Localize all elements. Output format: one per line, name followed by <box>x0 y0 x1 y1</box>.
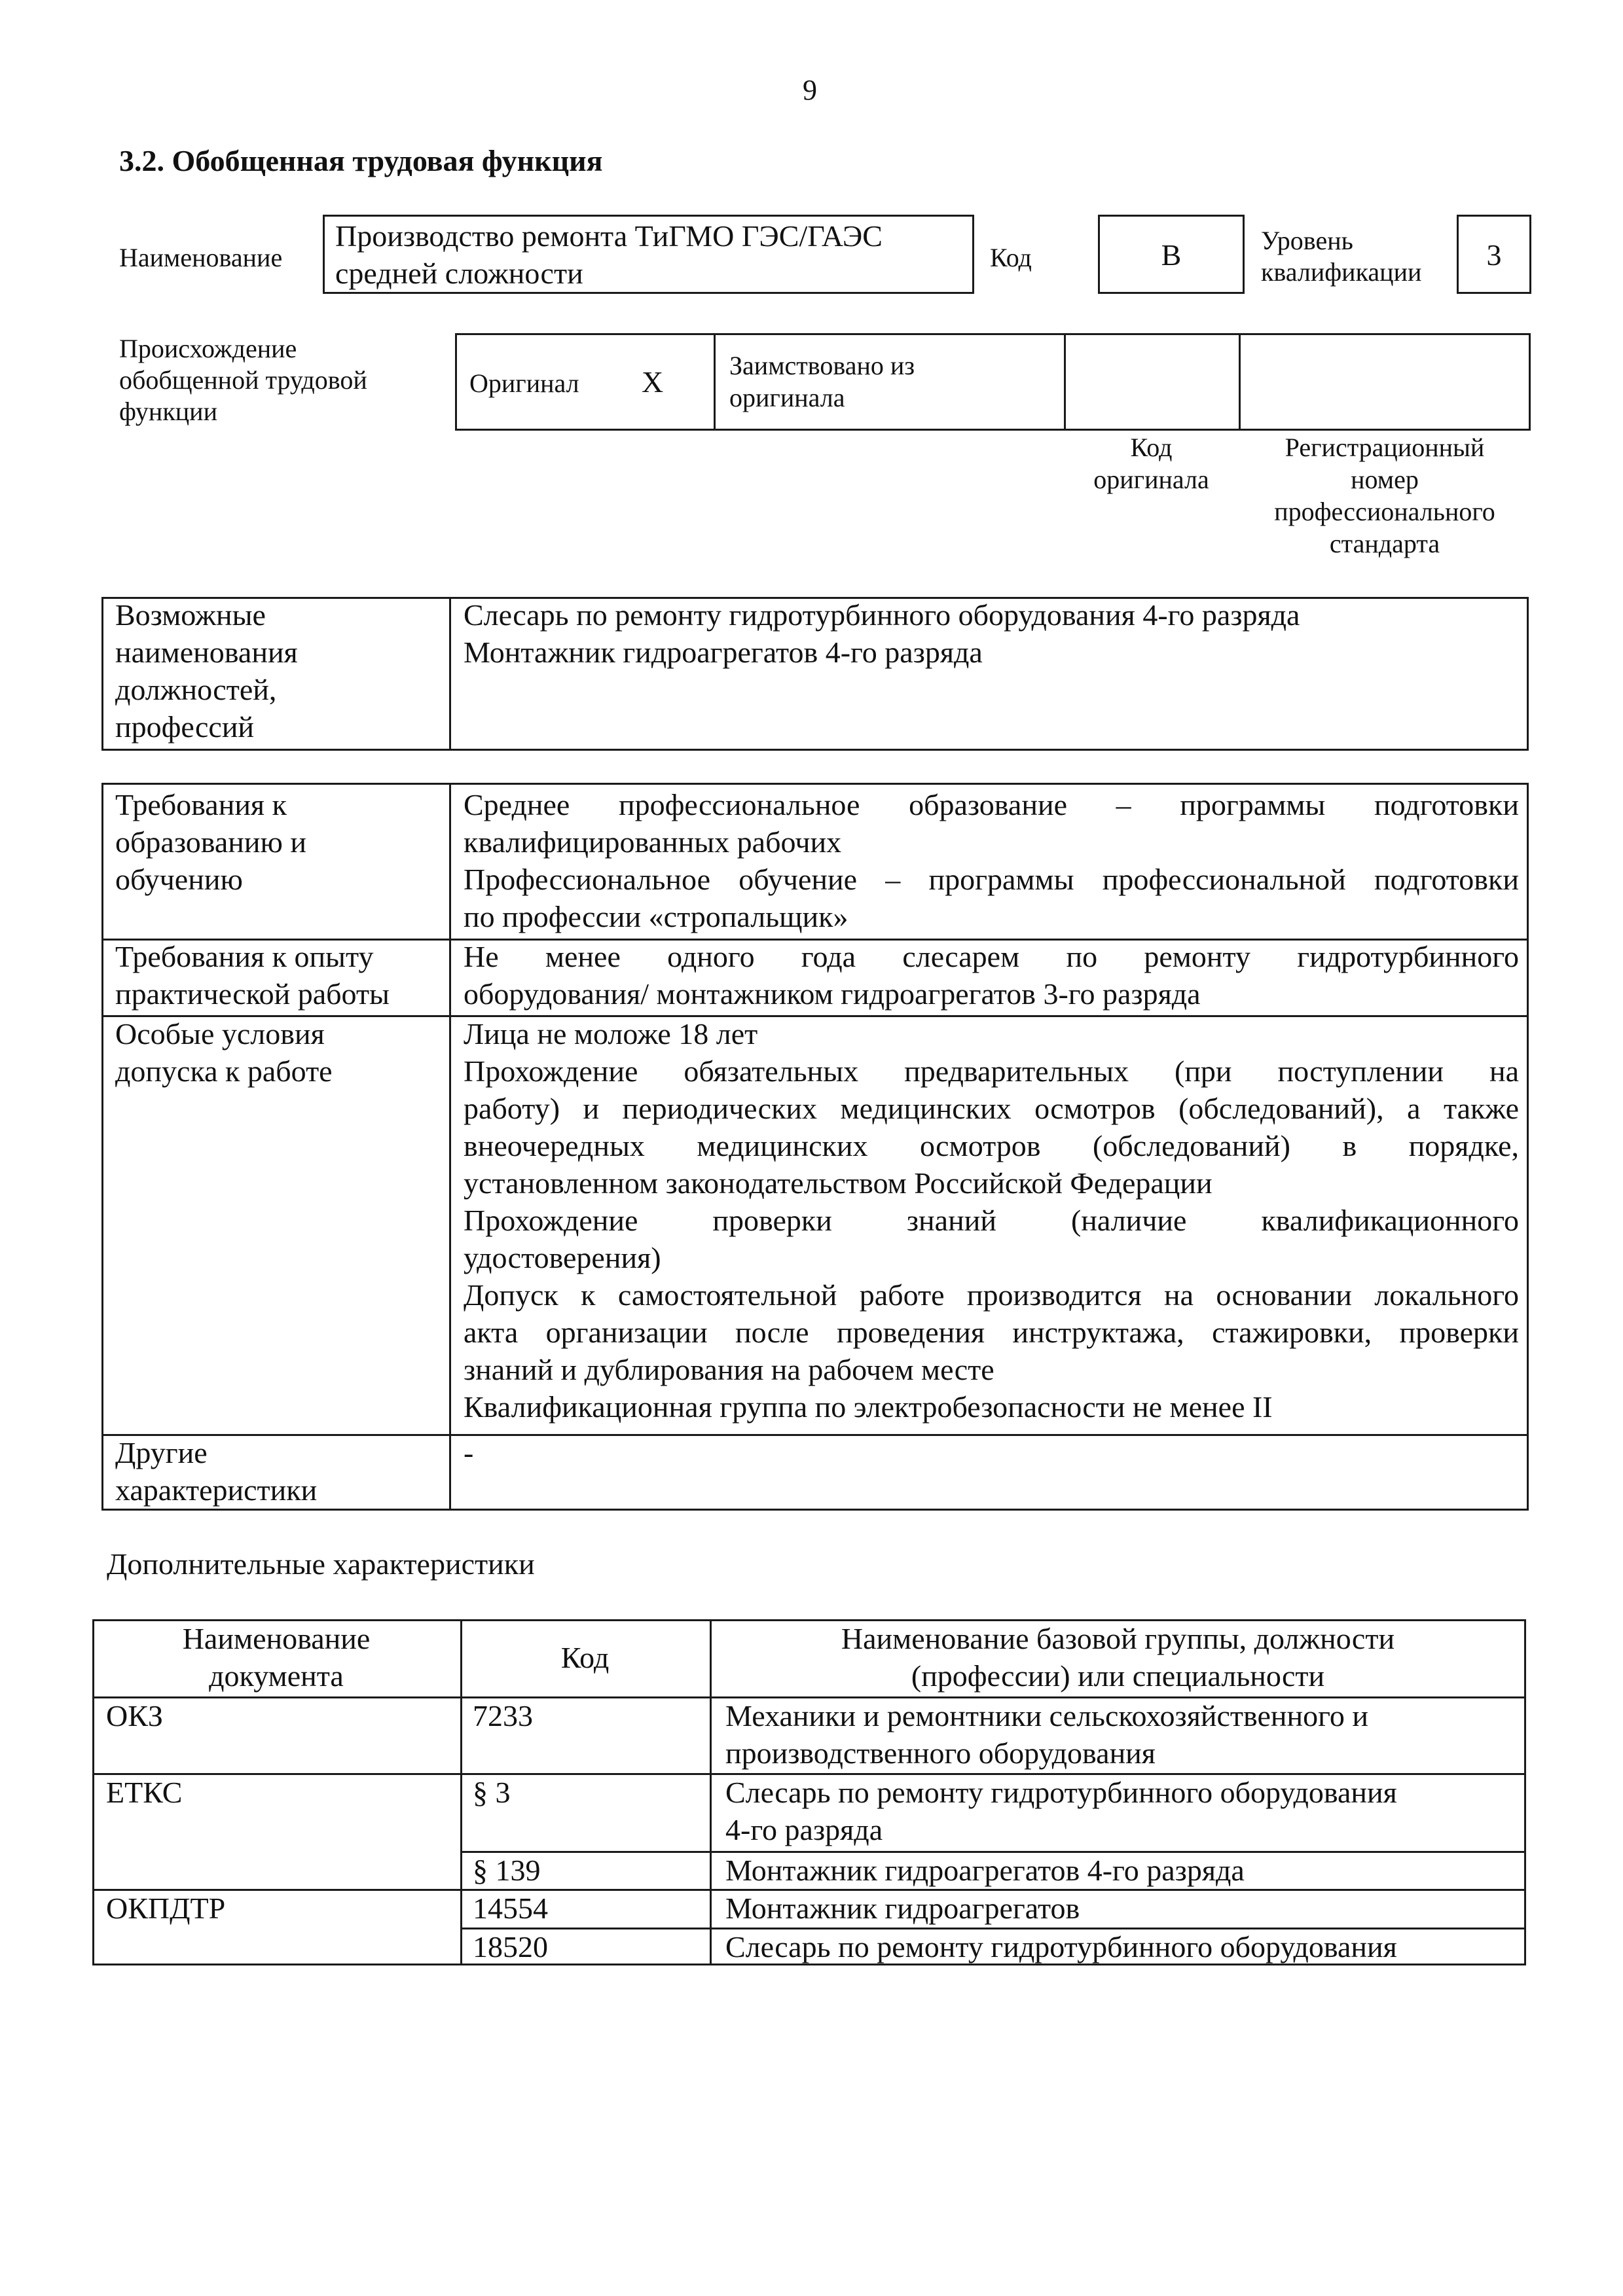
positions-value-line2: Монтажник гидроагрегатов 4-го разряда <box>464 636 983 669</box>
col-doc-header-line2: документа <box>209 1659 344 1693</box>
special-line3: работу) и периодических медицинских осмотров (обследований), а также <box>464 1092 1519 1125</box>
table-row-name-line1: Механики и ремонтники сельскохозяйственного и <box>725 1699 1368 1732</box>
col-name-header-line1: Наименование базовой группы, должности <box>841 1622 1395 1655</box>
table-row-doc: ЕТКС <box>106 1776 183 1809</box>
table-row-code: § 139 <box>473 1854 541 1887</box>
code-label: Код <box>990 243 1032 272</box>
special-line1: Лица не моложе 18 лет <box>464 1017 758 1050</box>
reg-caption-line3: профессионального <box>1274 497 1495 526</box>
special-line8: Допуск к самостоятельной работе производится на основании локального <box>464 1278 1519 1312</box>
special-line9: акта организации после проведения инструктажа, стажировки, проверки <box>464 1316 1519 1349</box>
experience-line1: Не менее одного года слесарем по ремонту гидротурбинного <box>464 940 1519 973</box>
table-row-doc: ОКПДТР <box>106 1892 226 1925</box>
code-caption-line1: Код <box>1130 433 1173 462</box>
special-label-line1: Особые условия <box>115 1017 325 1050</box>
positions-label-line1: Возможные <box>115 598 266 632</box>
education-line4: по профессии «стропальщик» <box>464 900 848 933</box>
special-line4: внеочередных медицинских осмотров (обследований) в порядке, <box>464 1129 1519 1162</box>
col-name-header-line2: (профессии) или специальности <box>911 1659 1325 1693</box>
education-line1: Среднее профессиональное образование – программы подготовки <box>464 788 1519 821</box>
experience-label-line2: практической работы <box>115 977 390 1011</box>
other-label-line2: характеристики <box>115 1473 318 1507</box>
special-line11: Квалификационная группа по электробезопасности не менее II <box>464 1390 1273 1424</box>
special-line7: удостоверения) <box>464 1241 661 1274</box>
education-label-line3: обучению <box>115 863 243 896</box>
level-value: 3 <box>1486 238 1502 272</box>
reg-caption-line1: Регистрационный <box>1285 433 1485 462</box>
additional-title: Дополнительные характеристики <box>107 1547 535 1581</box>
code-caption-line2: оригинала <box>1093 465 1209 494</box>
code-value: B <box>1161 238 1182 272</box>
experience-line2: оборудования/ монтажником гидроагрегатов 3-го разряда <box>464 977 1201 1011</box>
table-row-name-line1: Монтажник гидроагрегатов <box>725 1892 1080 1925</box>
positions-value-line1: Слесарь по ремонту гидротурбинного оборудования 4-го разряда <box>464 598 1300 632</box>
education-line2: квалифицированных рабочих <box>464 825 842 859</box>
borrowed-label-line2: оригинала <box>729 383 845 412</box>
special-line5: установленном законодательством Российской Федерации <box>464 1166 1213 1200</box>
special-label-line2: допуска к работе <box>115 1054 333 1088</box>
positions-label-line3: должностей, <box>115 673 277 706</box>
original-mark: X <box>642 365 664 399</box>
page-number: 9 <box>803 74 817 106</box>
origin-label-line3: функции <box>119 397 217 426</box>
positions-label-line2: наименования <box>115 636 298 669</box>
education-label-line1: Требования к <box>115 788 287 821</box>
other-label-line1: Другие <box>115 1436 208 1469</box>
origin-label-line1: Происхождение <box>119 334 297 363</box>
special-line10: знаний и дублирования на рабочем месте <box>464 1353 994 1386</box>
table-row-code: 18520 <box>473 1930 548 1964</box>
other-value: - <box>464 1436 474 1469</box>
origin-label-line2: обобщенной трудовой <box>119 365 367 395</box>
name-label: Наименование <box>119 243 283 272</box>
borrowed-label-line1: Заимствовано из <box>729 351 915 380</box>
section-title: 3.2. Обобщенная трудовая функция <box>119 144 603 177</box>
table-row-name-line2: 4-го разряда <box>725 1813 883 1846</box>
table-row-code: § 3 <box>473 1776 511 1809</box>
reg-caption-line2: номер <box>1351 465 1419 494</box>
special-line6: Прохождение проверки знаний (наличие квалификационного <box>464 1204 1519 1237</box>
table-row-doc: ОКЗ <box>106 1699 163 1732</box>
table-row-code: 14554 <box>473 1892 548 1925</box>
table-row-code: 7233 <box>473 1699 533 1732</box>
level-label-line2: квалификации <box>1261 257 1422 287</box>
table-row-name-line1: Монтажник гидроагрегатов 4-го разряда <box>725 1854 1245 1887</box>
experience-label-line1: Требования к опыту <box>115 940 374 973</box>
positions-label-line4: профессий <box>115 710 255 744</box>
table-row-name-line1: Слесарь по ремонту гидротурбинного оборудования <box>725 1930 1397 1964</box>
level-label-line1: Уровень <box>1261 226 1353 255</box>
origin-table <box>455 333 1531 431</box>
education-line3: Профессиональное обучение – программы профессиональной подготовки <box>464 863 1519 896</box>
col-doc-header-line1: Наименование <box>182 1622 371 1655</box>
original-label: Оригинал <box>469 368 579 398</box>
col-code-header: Код <box>560 1641 610 1674</box>
education-label-line2: образованию и <box>115 825 306 859</box>
reg-caption-line4: стандарта <box>1329 529 1440 558</box>
special-line2: Прохождение обязательных предварительных (при поступлении на <box>464 1054 1519 1088</box>
name-value-line2: средней сложности <box>335 257 583 290</box>
table-row-name-line2: производственного оборудования <box>725 1736 1156 1770</box>
name-value-line1: Производство ремонта ТиГМО ГЭС/ГАЭС <box>335 219 883 253</box>
table-row-name-line1: Слесарь по ремонту гидротурбинного оборудования <box>725 1776 1397 1809</box>
